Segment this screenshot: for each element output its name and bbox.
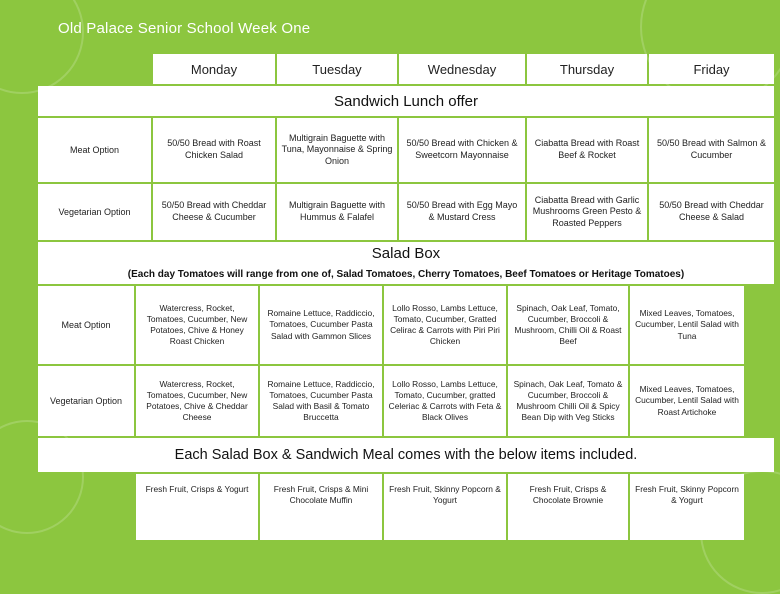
included-heading: Each Salad Box & Sandwich Meal comes with the below items included.: [38, 438, 774, 472]
day-header-wednesday: Wednesday: [399, 54, 525, 84]
included-wednesday: Fresh Fruit, Skinny Popcorn & Yogurt: [384, 474, 506, 540]
included-thursday: Fresh Fruit, Crisps & Chocolate Brownie: [508, 474, 628, 540]
sandwich-veg-monday: 50/50 Bread with Cheddar Cheese & Cucumber: [153, 184, 275, 240]
background-decoration: [0, 0, 84, 94]
salad-heading: Salad Box: [38, 242, 774, 264]
salad-meat-tuesday: Romaine Lettuce, Raddiccio, Tomatoes, Cucumber Pasta Salad with Gammon Slices: [260, 286, 382, 364]
sandwich-meat-wednesday: 50/50 Bread with Chicken & Sweetcorn Mayonnaise: [399, 118, 525, 182]
included-monday: Fresh Fruit, Crisps & Yogurt: [136, 474, 258, 540]
salad-veg-monday: Watercress, Rocket, Tomatoes, Cucumber, New Potatoes, Chive & Cheddar Cheese: [136, 366, 258, 436]
sandwich-heading: Sandwich Lunch offer: [38, 86, 774, 116]
sandwich-meat-label: Meat Option: [38, 118, 151, 182]
day-header-tuesday: Tuesday: [277, 54, 397, 84]
included-friday: Fresh Fruit, Skinny Popcorn & Yogurt: [630, 474, 744, 540]
sandwich-veg-label: Vegetarian Option: [38, 184, 151, 240]
salad-note: (Each day Tomatoes will range from one of, Salad Tomatoes, Cherry Tomatoes, Beef Tomatoes or Heritage Tomatoes): [38, 264, 774, 284]
salad-veg-thursday: Spinach, Oak Leaf, Tomato & Cucumber, Broccoli & Mushroom Chilli Oil & Spicy Bean Dip with Veg Sticks: [508, 366, 628, 436]
salad-veg-label: Vegetarian Option: [38, 366, 134, 436]
salad-meat-label: Meat Option: [38, 286, 134, 364]
sandwich-veg-tuesday: Multigrain Baguette with Hummus & Falafel: [277, 184, 397, 240]
salad-meat-wednesday: Lollo Rosso, Lambs Lettuce, Tomato, Cucumber, Gratted Celirac & Carrots with Piri Piri Chicken: [384, 286, 506, 364]
sandwich-veg-thursday: Ciabatta Bread with Garlic Mushrooms Green Pesto & Roasted Peppers: [527, 184, 647, 240]
salad-veg-friday: Mixed Leaves, Tomatoes, Cucumber, Lentil Salad with Roast Artichoke: [630, 366, 744, 436]
page-title: Old Palace Senior School Week One: [58, 20, 311, 37]
salad-veg-tuesday: Romaine Lettuce, Raddiccio, Tomatoes, Cucumber Pasta Salad with Basil & Tomato Bruccetta: [260, 366, 382, 436]
included-tuesday: Fresh Fruit, Crisps & Mini Chocolate Muffin: [260, 474, 382, 540]
sandwich-meat-friday: 50/50 Bread with Salmon & Cucumber: [649, 118, 774, 182]
sandwich-veg-wednesday: 50/50 Bread with Egg Mayo & Mustard Cress: [399, 184, 525, 240]
day-header-friday: Friday: [649, 54, 774, 84]
salad-veg-wednesday: Lollo Rosso, Lambs Lettuce, Tomato, Cucumber, gratted Celeriac & Carrots with Feta & Black Olives: [384, 366, 506, 436]
salad-meat-thursday: Spinach, Oak Leaf, Tomato, Cucumber, Broccoli & Mushroom, Chilli Oil & Roast Beef: [508, 286, 628, 364]
salad-meat-monday: Watercress, Rocket, Tomatoes, Cucumber, New Potatoes, Chive & Honey Roast Chicken: [136, 286, 258, 364]
sandwich-veg-friday: 50/50 Bread with Cheddar Cheese & Salad: [649, 184, 774, 240]
day-header-thursday: Thursday: [527, 54, 647, 84]
day-header-monday: Monday: [153, 54, 275, 84]
sandwich-meat-tuesday: Multigrain Baguette with Tuna, Mayonnaise & Spring Onion: [277, 118, 397, 182]
sandwich-meat-thursday: Ciabatta Bread with Roast Beef & Rocket: [527, 118, 647, 182]
sandwich-meat-monday: 50/50 Bread with Roast Chicken Salad: [153, 118, 275, 182]
salad-meat-friday: Mixed Leaves, Tomatoes, Cucumber, Lentil Salad with Tuna: [630, 286, 744, 364]
